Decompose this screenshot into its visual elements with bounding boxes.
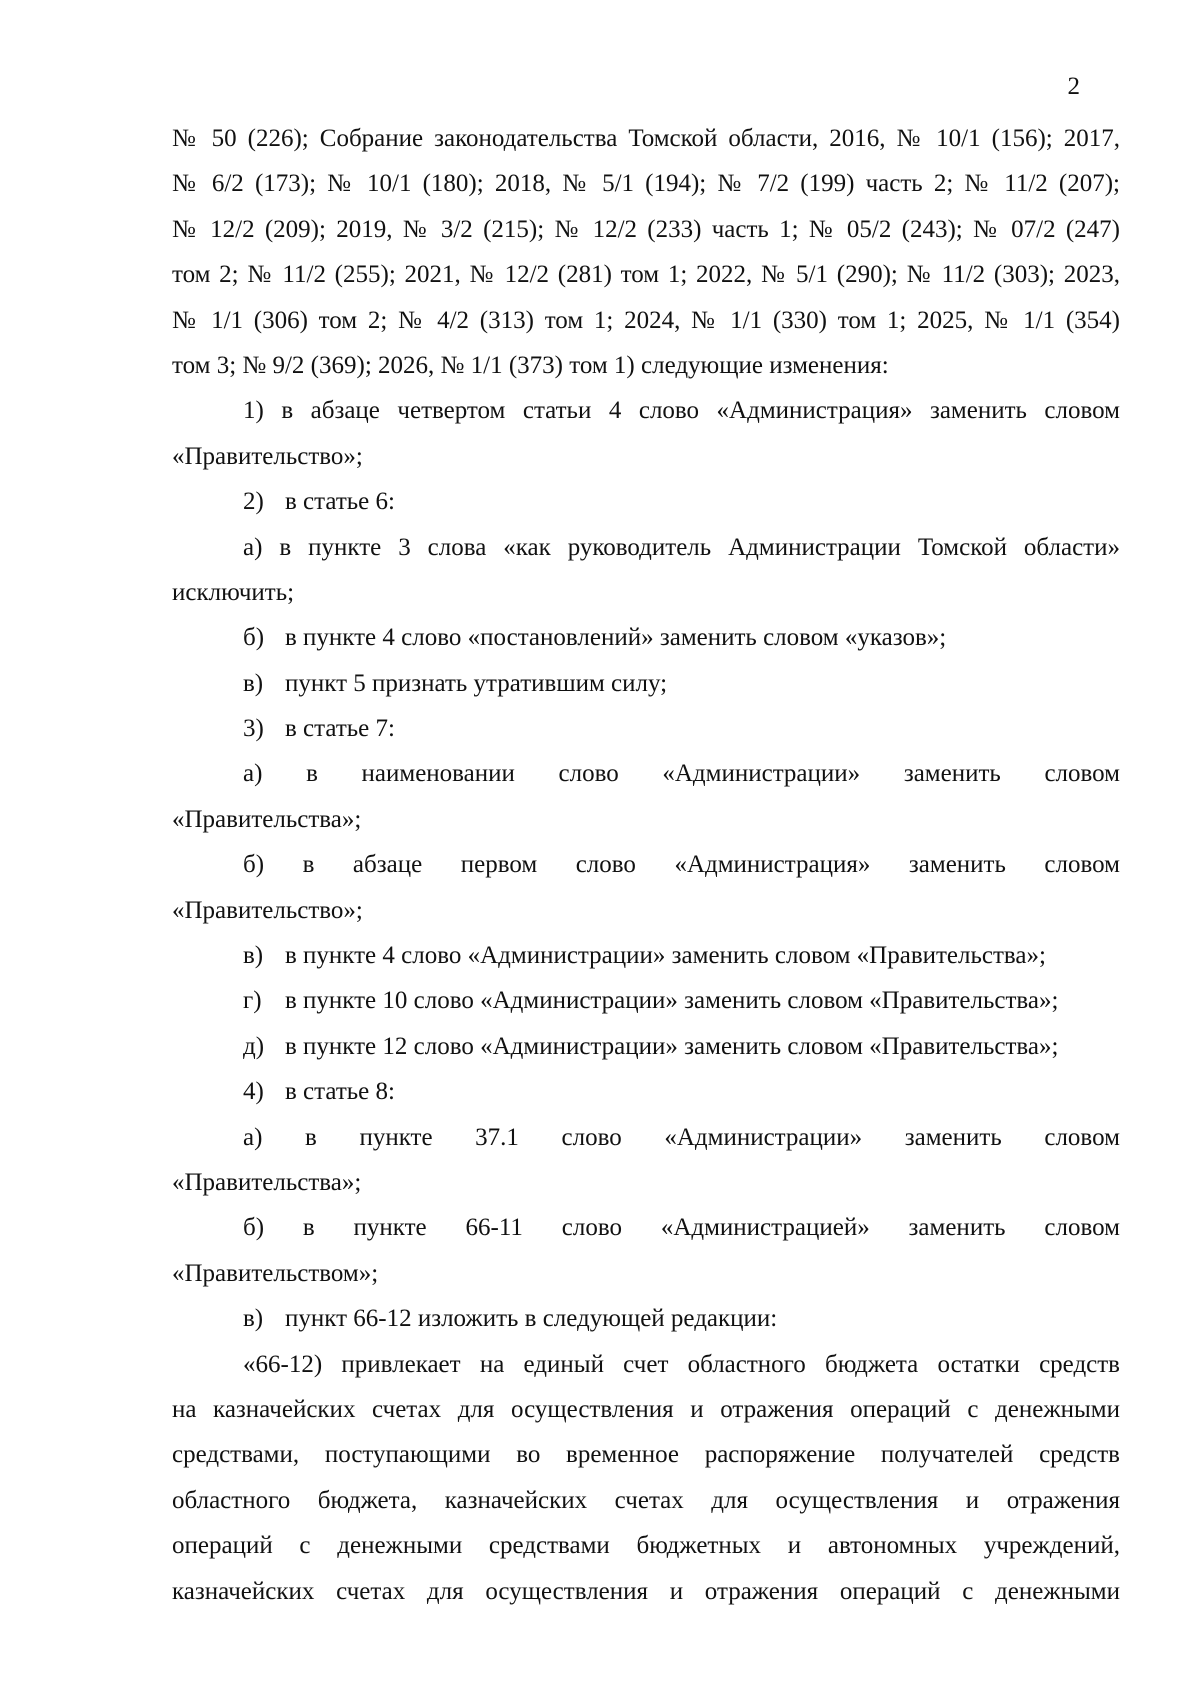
word: слово: [575, 851, 636, 879]
list-item: [172, 1069, 1120, 1114]
word: словом: [1044, 851, 1120, 879]
item-marker: в): [243, 1305, 264, 1333]
text-line: «Правительством»;: [172, 1259, 379, 1287]
text-line: операций с денежными средствами бюджетных и автономных учреждений,: [172, 1532, 1120, 1560]
list-item: [172, 933, 1120, 978]
item-text: в статье 7:: [285, 715, 395, 743]
text-line: исключить;: [172, 578, 295, 606]
item-text: в статье 8:: [285, 1078, 395, 1106]
spread-line: [172, 1205, 1120, 1250]
item-text: в пункте 10 слово «Администрации» заменить словом «Правительства»;: [285, 987, 1059, 1015]
text-line: средствами, поступающими во временное распоряжение получателей средств: [172, 1441, 1120, 1469]
word: в: [305, 1123, 317, 1151]
word: заменить: [908, 851, 1006, 879]
word: заменить: [903, 760, 1001, 788]
list-item: [172, 661, 1120, 706]
item-text: в статье 6:: [285, 488, 395, 516]
text-line: № 1/1 (306) том 2; № 4/2 (313) том 1; 2024, № 1/1 (330) том 1; 2025, № 1/1 (354): [172, 306, 1120, 334]
text-line: «Правительство»;: [172, 896, 363, 924]
word: 66-11: [465, 1214, 523, 1242]
word: словом: [1044, 1123, 1120, 1151]
text-line: № 50 (226); Собрание законодательства Томской области, 2016, № 10/1 (156); 2017,: [172, 125, 1120, 152]
list-item: [172, 1296, 1120, 1341]
word: слово: [558, 760, 619, 788]
text-line: том 3; № 9/2 (369); 2026, № 1/1 (373) том 1) следующие изменения:: [172, 351, 889, 379]
list-item: [172, 978, 1120, 1023]
item-marker: 4): [243, 1078, 264, 1106]
word: «Администрации»: [662, 760, 861, 788]
spread-line: [172, 751, 1120, 796]
list-item: [172, 615, 1120, 660]
word: «Администрация»: [674, 851, 871, 879]
text-line: «Правительства»;: [172, 1168, 362, 1196]
word: 37.1: [475, 1123, 519, 1151]
item-marker: 3): [243, 715, 264, 743]
text-line: «Правительства»;: [172, 805, 362, 833]
word: первом: [460, 851, 538, 879]
text-line: 1) в абзаце четвертом статьи 4 слово «Администрация» заменить словом: [243, 397, 1120, 425]
text-line: «66-12) привлекает на единый счет областного бюджета остатки средств: [243, 1350, 1120, 1378]
text-line: а) в пункте 3 слова «как руководитель Администрации Томской области»: [243, 533, 1120, 561]
word: б): [243, 851, 265, 879]
text-line: том 2; № 11/2 (255); 2021, № 12/2 (281) том 1; 2022, № 5/1 (290); № 11/2 (303); 2023,: [172, 261, 1120, 289]
word: в: [302, 1214, 315, 1242]
word: пункте: [359, 1123, 433, 1151]
item-text: в пункте 12 слово «Администрации» заменить словом «Правительства»;: [285, 1032, 1059, 1060]
word: заменить: [908, 1214, 1006, 1242]
text-line: № 6/2 (173); № 10/1 (180); 2018, № 5/1 (194); № 7/2 (199) часть 2; № 11/2 (207);: [172, 170, 1120, 198]
word: а): [243, 1123, 263, 1151]
word: а): [243, 760, 263, 788]
item-marker: б): [243, 624, 265, 652]
word: слово: [561, 1214, 622, 1242]
text-line: областного бюджета, казначейских счетах для осуществления и отражения: [172, 1486, 1120, 1514]
spread-line: [172, 1115, 1120, 1160]
text-line: № 12/2 (209); 2019, № 3/2 (215); № 12/2 (233) часть 1; № 05/2 (243); № 07/2 (247): [172, 215, 1120, 243]
list-item: [172, 706, 1120, 751]
list-item: [172, 479, 1120, 524]
item-text: пункт 66-12 изложить в следующей редакции:: [285, 1305, 778, 1333]
text-line: «Правительство»;: [172, 442, 363, 470]
item-text: в пункте 4 слово «Администрации» заменить словом «Правительства»;: [285, 942, 1046, 970]
word: в: [306, 760, 318, 788]
word: заменить: [904, 1123, 1002, 1151]
word: абзаце: [352, 851, 423, 879]
spread-line: [172, 842, 1120, 887]
word: слово: [561, 1123, 622, 1151]
text-line: на казначейских счетах для осуществления и отражения операций с денежными: [172, 1395, 1120, 1423]
word: словом: [1044, 760, 1120, 788]
item-marker: г): [243, 987, 262, 1015]
word: «Администрацией»: [660, 1214, 870, 1242]
word: наименовании: [361, 760, 515, 788]
word: в: [302, 851, 315, 879]
item-marker: в): [243, 669, 264, 697]
item-marker: в): [243, 942, 264, 970]
item-text: пункт 5 признать утратившим силу;: [285, 669, 668, 697]
word: словом: [1044, 1214, 1120, 1242]
word: пункте: [353, 1214, 427, 1242]
word: «Администрации»: [664, 1123, 863, 1151]
text-line: казначейских счетах для осуществления и отражения операций с денежными: [172, 1577, 1120, 1605]
word: б): [243, 1214, 265, 1242]
item-marker: д): [243, 1032, 265, 1060]
item-marker: 2): [243, 488, 264, 516]
item-text: в пункте 4 слово «постановлений» заменить словом «указов»;: [285, 624, 947, 652]
list-item: [172, 1024, 1120, 1069]
document-body: [172, 116, 1120, 1614]
page-number: 2: [1067, 73, 1080, 100]
